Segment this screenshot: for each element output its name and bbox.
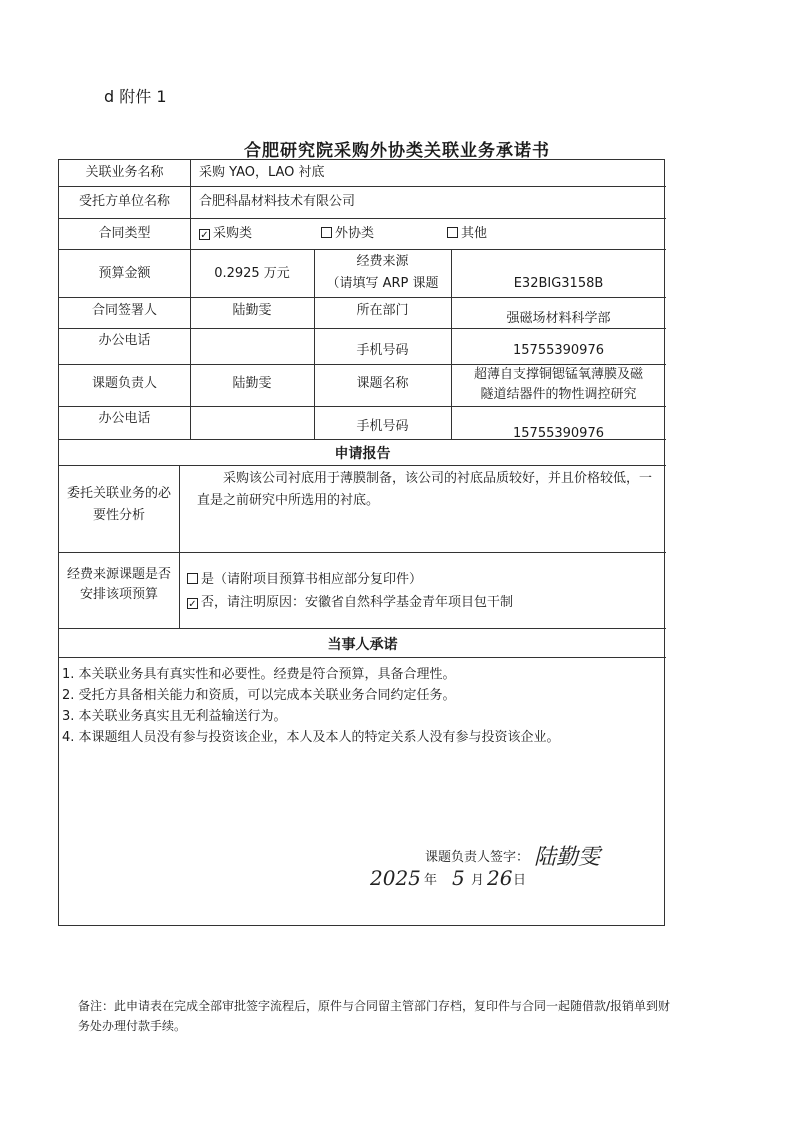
fund-source-label-1: 经费来源 xyxy=(356,254,409,269)
necessity-text: 采购该公司衬底用于薄膜制备，该公司的衬底品质较好，并且价格较低，一直是之前研究中所选用的衬底。 xyxy=(197,471,653,508)
form-table xyxy=(58,159,665,926)
signature-label: 课题负责人签字： xyxy=(425,850,530,865)
date-day: 26 xyxy=(487,866,513,890)
date-month: 5 xyxy=(452,866,465,890)
application-header: 申请报告 xyxy=(334,446,391,462)
business-label: 关联业务名称 xyxy=(85,165,164,180)
checkbox-checked-icon[interactable]: ✓ xyxy=(188,599,197,610)
signer-value: 陆勤雯 xyxy=(232,303,272,318)
commitment-item-4: 4. 本课题组人员没有参与投资该企业，本人及本人的特定关系人没有参与投资该企业。 xyxy=(62,730,560,745)
necessity-label-2: 要性分析 xyxy=(92,508,145,523)
footnote: 备注：此申请表在完成全部审批签字流程后，原件与合同留主管部门存档，复印件与合同一起随借款/报销单到财务处办理付款手续。 xyxy=(78,999,671,1033)
checkbox-empty-icon[interactable] xyxy=(321,227,332,238)
budget-value: 0.2925 万元 xyxy=(214,266,290,281)
fund-source-value: E32BIG3158B xyxy=(513,276,604,291)
dept-value: 强磁场材料科学部 xyxy=(506,311,611,326)
office-phone-label-2: 办公电话 xyxy=(98,411,151,426)
date-year: 2025 xyxy=(370,866,421,890)
date-day-unit: 日 xyxy=(513,873,527,888)
entrusted-value: 合肥科晶材料技术有限公司 xyxy=(199,194,356,209)
business-value: 采购 YAO，LAO 衬底 xyxy=(199,165,325,180)
fund-source-label-2: （请填写 ARP 课题 xyxy=(326,276,439,291)
commitment-item-1: 1. 本关联业务具有真实性和必要性。经费是符合预算，具备合理性。 xyxy=(62,667,456,682)
office-phone-label: 办公电话 xyxy=(98,333,151,348)
checkbox-empty-icon[interactable] xyxy=(447,227,458,238)
option-outsourcing[interactable]: 外协类 xyxy=(321,223,374,245)
necessity-label-1: 委托关联业务的必 xyxy=(66,486,171,501)
project-name-line2: 隧道结器件的物性调控研究 xyxy=(480,387,637,402)
option-no[interactable]: ✓ 否，请注明原因：安徽省自然科学基金青年项目包干制 xyxy=(188,595,514,610)
mobile-value: 15755390976 xyxy=(513,343,604,358)
leader-value: 陆勤雯 xyxy=(232,376,272,391)
checkbox-checked-icon[interactable]: ✓ xyxy=(200,230,209,241)
budget-arranged-label-1: 经费来源课题是否 xyxy=(66,567,171,582)
mobile-label-2: 手机号码 xyxy=(356,419,409,434)
contract-type-label: 合同类型 xyxy=(98,226,151,241)
handwritten-signature: 陆勤雯 xyxy=(534,845,601,870)
date-year-unit: 年 xyxy=(424,873,438,888)
dept-label: 所在部门 xyxy=(356,303,409,318)
checkbox-empty-icon[interactable] xyxy=(187,573,198,584)
option-other[interactable]: 其他 xyxy=(447,223,487,245)
mobile-label: 手机号码 xyxy=(356,343,409,358)
entrusted-label: 受托方单位名称 xyxy=(78,194,170,209)
project-name-label: 课题名称 xyxy=(356,376,409,391)
budget-arranged-label-2: 安排该项预算 xyxy=(79,587,158,602)
option-purchase[interactable]: ✓ 采购类 xyxy=(200,226,253,241)
mobile-value-2: 15755390976 xyxy=(513,426,604,441)
option-yes[interactable]: 是（请附项目预算书相应部分复印件） xyxy=(187,569,422,591)
date-month-unit: 月 xyxy=(471,873,485,888)
project-name-line1: 超薄自支撑铜锶锰氧薄膜及磁 xyxy=(473,367,643,382)
commitment-item-3: 3. 本关联业务真实且无利益输送行为。 xyxy=(62,709,287,724)
signer-label: 合同签署人 xyxy=(91,303,157,318)
commitment-header: 当事人承诺 xyxy=(327,637,398,653)
attachment-label: d 附件 1 xyxy=(104,87,167,106)
leader-label: 课题负责人 xyxy=(91,376,157,391)
budget-label: 预算金额 xyxy=(98,266,151,281)
commitment-item-2: 2. 受托方具备相关能力和资质，可以完成本关联业务合同约定任务。 xyxy=(62,688,456,703)
page-title: 合肥研究院采购外协类关联业务承诺书 xyxy=(244,141,550,161)
